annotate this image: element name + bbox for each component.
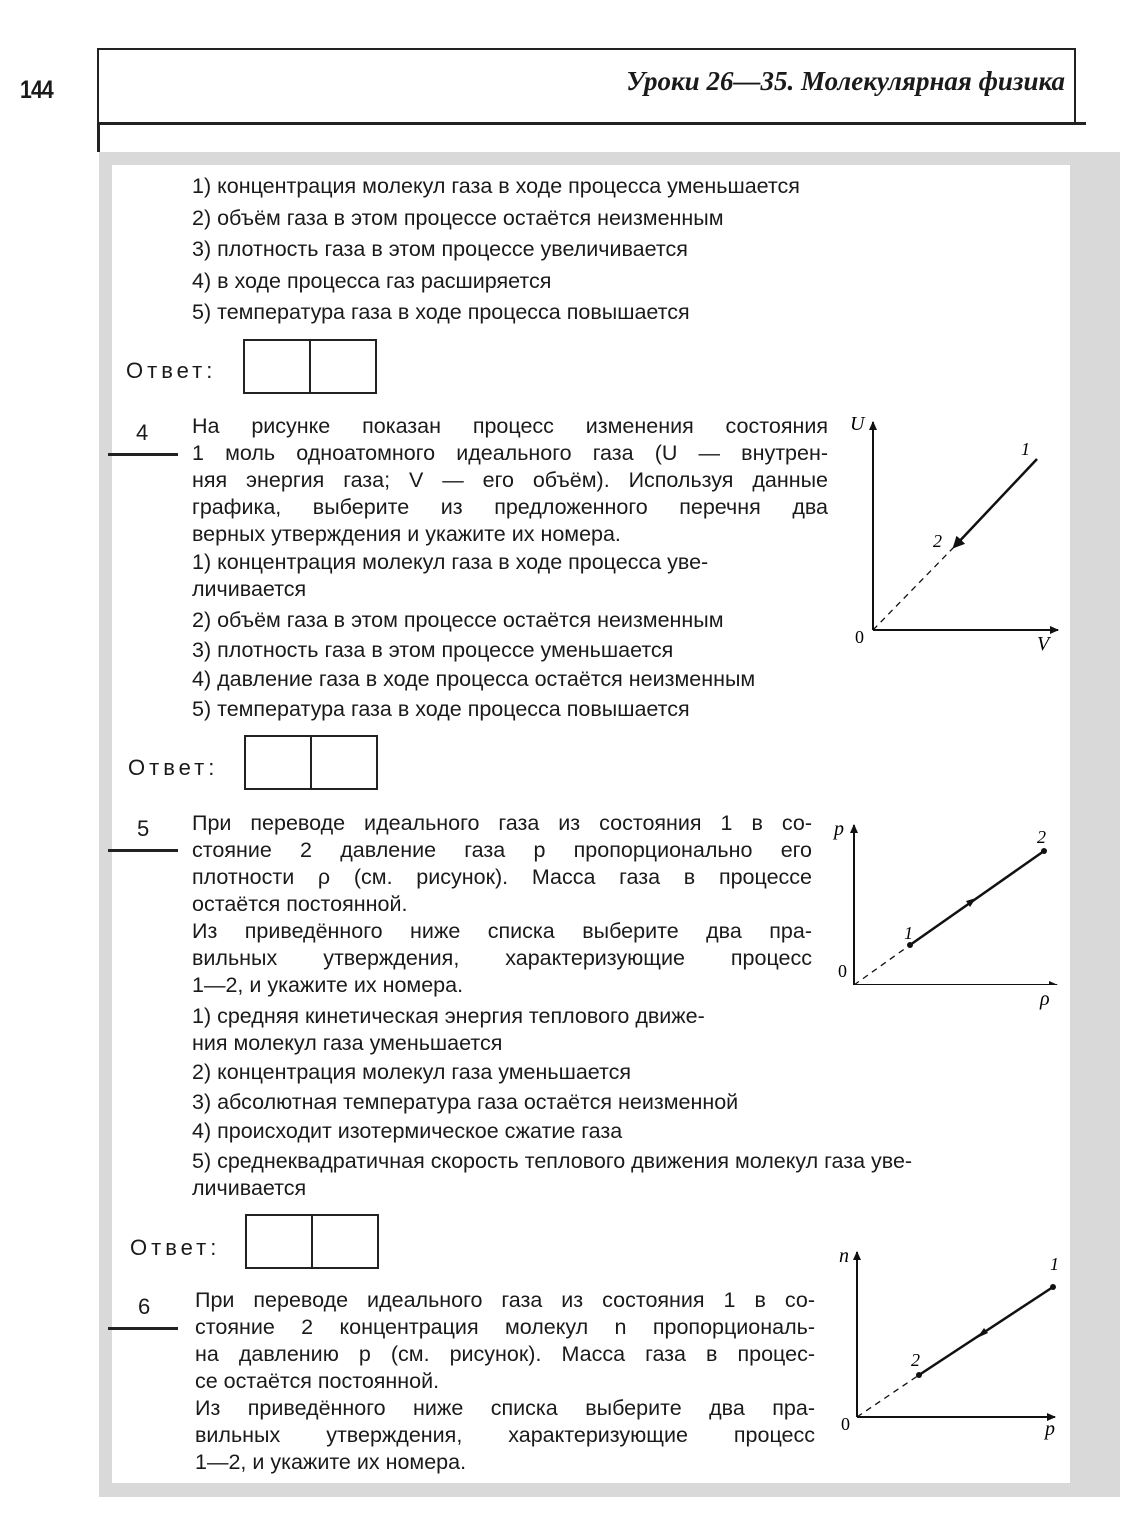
q5-item-1: 1) средняя кинетическая энергия теплового движе- xyxy=(192,1004,705,1028)
q6-number: 6 xyxy=(138,1294,151,1319)
q3-item-5: 5) температура газа в ходе процесса повышается xyxy=(192,300,690,324)
q4-origin-label: 0 xyxy=(855,627,864,647)
q6-line-2: стояние 2 концентрация молекул n пропорциональ- xyxy=(195,1315,815,1339)
q5-line-6: вильных утверждения, характеризующие процесс xyxy=(192,946,812,970)
q5-line-3: плотности ρ (см. рисунок). Масса газа в процессе xyxy=(192,865,812,889)
q6-graph xyxy=(835,1240,1065,1440)
q5-item-4: 4) происходит изотермическое сжатие газа xyxy=(192,1119,623,1143)
q4-process-line xyxy=(954,459,1037,547)
q6-y-label: n xyxy=(839,1245,849,1267)
q4-x-label: V xyxy=(1037,633,1050,655)
q5-line-5: Из приведённого ниже списка выберите два пра- xyxy=(192,919,812,943)
q4-line-2: 1 моль одноатомного идеального газа (U — внутрен- xyxy=(192,441,828,465)
q4-line-1: На рисунке показан процесс изменения состояния xyxy=(192,414,828,438)
q5-point-2-label: 2 xyxy=(1037,827,1046,847)
q5-answer-cell-2[interactable] xyxy=(311,1216,377,1267)
q4-answer-label: Ответ: xyxy=(128,755,219,780)
q5-process-line xyxy=(910,851,1044,945)
q4-number: 4 xyxy=(136,420,149,445)
q5-point-2 xyxy=(1041,848,1047,854)
q6-line-1: При переводе идеального газа из состояния 1 в со- xyxy=(195,1288,815,1312)
q5-line-4: остаётся постоянной. xyxy=(192,892,408,916)
q5-text xyxy=(192,810,812,999)
q4-point-2-label: 2 xyxy=(933,531,942,551)
q6-origin-label: 0 xyxy=(841,1414,850,1434)
q5-dashed-extension xyxy=(854,945,910,985)
q4-dashed-extension xyxy=(873,547,954,630)
header-rule-left xyxy=(97,122,100,152)
q6-point-2-label: 2 xyxy=(911,1350,920,1370)
q5-line-7: 1—2, и укажите их номера. xyxy=(192,973,464,997)
q5-line-2: стояние 2 давление газа p пропорционально его xyxy=(192,838,812,862)
q5-x-label-wrap xyxy=(1036,985,1066,1015)
q6-line-6: вильных утверждения, характеризующие процесс xyxy=(195,1423,815,1447)
q6-line-5: Из приведённого ниже списка выберите два пра- xyxy=(195,1396,815,1420)
q4-line-5: верных утверждения и укажите их номера. xyxy=(192,522,621,546)
q4-answer-box[interactable] xyxy=(244,735,378,790)
q5-item-3: 3) абсолютная температура газа остаётся неизменной xyxy=(192,1090,739,1114)
q6-number-bar xyxy=(108,1327,178,1330)
q4-item-4: 4) давление газа в ходе процесса остаётся неизменным xyxy=(192,667,756,691)
q5-answer-box[interactable] xyxy=(245,1214,379,1269)
q5-origin-label: 0 xyxy=(838,961,847,981)
q6-point-1 xyxy=(1050,1284,1056,1290)
q4-text xyxy=(192,413,828,548)
q6-dashed-extension xyxy=(857,1375,919,1417)
q5-answer-label: Ответ: xyxy=(130,1235,221,1260)
q4-y-label: U xyxy=(850,413,865,435)
q5-point-1-label: 1 xyxy=(904,923,913,943)
q5-graph xyxy=(828,815,1068,985)
q3-answer-box[interactable] xyxy=(243,339,377,394)
running-head: Уроки 26—35. Молекулярная физика xyxy=(626,66,1065,96)
q4-graph xyxy=(840,410,1070,660)
q4-point-1-label: 1 xyxy=(1021,439,1030,459)
q5-line-1: При переводе идеального газа из состояния 1 в со- xyxy=(192,811,812,835)
q4-item-2: 2) объём газа в этом процессе остаётся неизменным xyxy=(192,608,724,632)
page-number: 144 xyxy=(20,76,53,104)
q4-item-1: 1) концентрация молекул газа в ходе процесса уве- xyxy=(192,550,709,574)
q4-line-4: графика, выберите из предложенного перечня два xyxy=(192,495,828,519)
q3-item-4: 4) в ходе процесса газ расширяется xyxy=(192,269,552,293)
q5-item-2: 2) концентрация молекул газа уменьшается xyxy=(192,1060,632,1084)
q3-item-1: 1) концентрация молекул газа в ходе процесса уменьшается xyxy=(192,174,800,198)
q4-item-5: 5) температура газа в ходе процесса повышается xyxy=(192,697,690,721)
q5-item-1-cont: ния молекул газа уменьшается xyxy=(192,1031,503,1055)
q6-line-7: 1—2, и укажите их номера. xyxy=(195,1450,467,1474)
q6-line-3: на давлению p (см. рисунок). Масса газа в процес- xyxy=(195,1342,815,1366)
q4-item-3: 3) плотность газа в этом процессе уменьшается xyxy=(192,638,674,662)
q5-number-bar xyxy=(108,849,178,852)
q4-answer-cell-1[interactable] xyxy=(246,737,310,788)
q3-answer-label: Ответ: xyxy=(126,358,217,383)
q4-item-1-cont: личивается xyxy=(192,577,307,601)
q6-x-label: p xyxy=(1045,1418,1055,1440)
header-rule xyxy=(97,122,1086,125)
q6-line-4: се остаётся постоянной. xyxy=(195,1369,440,1393)
q6-text xyxy=(195,1287,815,1476)
q3-answer-cell-2[interactable] xyxy=(309,341,375,392)
q5-item-5-cont: личивается xyxy=(192,1176,307,1200)
q3-answer-cell-1[interactable] xyxy=(245,341,309,392)
q5-x-label: ρ xyxy=(1040,988,1050,1010)
q5-number: 5 xyxy=(137,816,150,841)
q3-item-2: 2) объём газа в этом процессе остаётся неизменным xyxy=(192,206,724,230)
q6-point-2 xyxy=(916,1372,922,1378)
q4-line-3: няя энергия газа; V — его объём). Используя данные xyxy=(192,468,828,492)
q5-answer-cell-1[interactable] xyxy=(247,1216,311,1267)
q6-point-1-label: 1 xyxy=(1050,1254,1059,1274)
q4-answer-cell-2[interactable] xyxy=(310,737,376,788)
q3-item-3: 3) плотность газа в этом процессе увеличивается xyxy=(192,237,688,261)
q5-y-label: p xyxy=(834,818,844,840)
q4-number-bar xyxy=(108,453,178,456)
q5-item-5: 5) среднеквадратичная скорость теплового движения молекул газа уве- xyxy=(192,1149,913,1173)
